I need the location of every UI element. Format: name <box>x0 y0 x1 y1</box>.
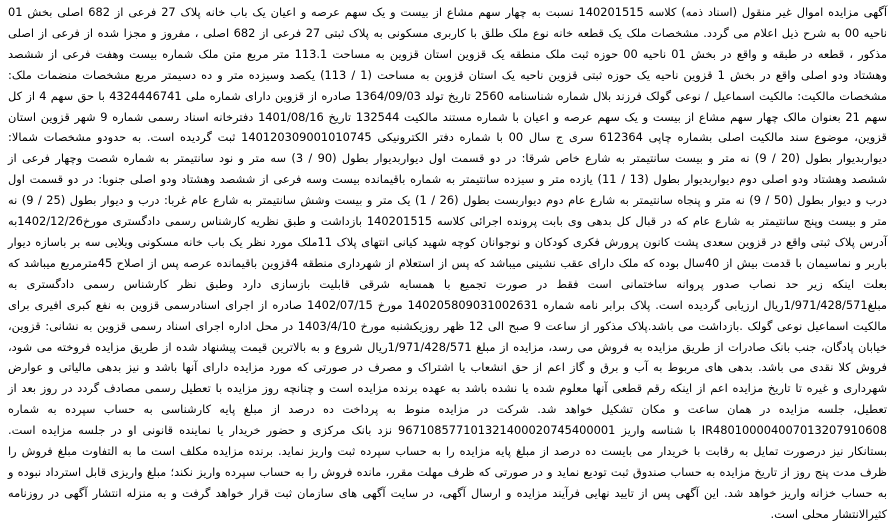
auction-notice-text: آگهی مزایده اموال غیر منقول (اسناد ذمه) کلاسه 140201515 نسبت به چهار سهم مشاع از بیست و یک سهم عرصه و اعیان یک باب خانه پلاک 27 فرعی از 682 اصلی بخش 01 ناحیه 00 به شرح ذیل اعلام می گردد. مشخصات ملک یک قطعه خانه نوع ملک طلق با کاربری مسکونی به پلاک ثبتی 27 فرعی از 682 اصلی ، مفروز و مجزا شده از فرعی از اصلی مذکور ، قطعه در طبقه و واقع در بخش 01 ناحیه 00 حوزه ثبت ملک منطقه یک قزوین استان قزوین به مساحت 113.1 متر مربع متن ملک شماره بیست وهفت فرعی از ششصد وهشتاد ودو اصلی واقع در بخش 1 قزوین ناحیه یک حوزه ثبتی قزوین ناحیه یک استان قزوین به مساحت (1 / 113) یکصد وسیزده متر و ده دسیمتر مربع مشخصات منضمات ملک: مشخصات مالکیت: مالکیت اسماعیل / نوعی گولک فرزند بلال شماره شناسنامه 2560 تاریخ تولد 1364/09/03 صادره از قزوین دارای شماره ملی 4324446741 با حق سهم 4 از کل سهم 21 بعنوان مالک چهار سهم مشاع از بیست و یک سهم عرصه و اعیان با شماره مستند مالکیت 132544 تاریخ 1401/08/16 دفترخانه اسناد رسمی شماره 9 شهر قزوین استان قزوین، موضوع سند مالکیت اصلی بشماره چاپی 612364 سری ج سال 00 با شماره دفتر الکترونیکی 140120309001010745 ثبت گردیده است. به حدودو مشخصات شمالا: دیواربدیوار بطول (20 / 9) نه متر و بیست سانتیمتر به شارع خاص شرقا: در دو قسمت اول دیواربدیوار بطول (90 / 3) سه متر و نود سانتیمتر به شماره شصت وچهار فرعی از ششصد وهشتاد ودو اصلی دوم دیواربدیوار بطول (13 / 11) یازده متر و سیزده سانتیمتر به شماره باقیمانده بیست وسه فرعی از ششصد وهشتاد ودو اصلی جنوبا: در دو قسمت اول درب و دیوار بطول (50 / 9) نه متر و پنجاه سانتیمتر به شارع عام دوم دیواربست بطول (26 / 1) یک متر و بیست وشش سانتیمتر به شارع عام غربا: درب و دیوار بطول (25 / 9) نه متر و بیست وپنج سانتیمتر به شارع عام که در قبال کل بدهی وی بابت پرونده اجرائی کلاسه 140201515 بازداشت و طبق نظریه کارشناس رسمی دادگستری مورخ1402/12/26به آدرس پلاک ثبتی واقع در قزوین سعدی پشت کانون پرورش فکری کودکان و نوجوانان کوچه شهید کیانی انتهای پلاک 11ملک مورد نظر یک باب خانه مسکونی ویلایی سه بر باسازه دیوار باربر و نماسیمان با قدمت بیش از 40سال بوده که ملک دارای عقب نشینی میباشد که پس از استعلام از شهرداری منطقه 4قزوین باقیمانده عرصه پس از اصلاح 45مترمربع میباشد که بعلت اینکه زیر حد نصاب صدور پروانه ساختمانی است فقط در صورت تجمیع با همسایه شرقی قابلیت بازسازی دارد وطبق نظر کارشناس رسمی دادگستری به مبلغ1/971/428/571ریال ارزیابی گردیده است. پلاک برابر نامه شماره 140205809031002631 مورخ 1402/07/15 صادره از اجرای اسنادرسمی قزوین به نفع کبری افیری برای مالکیت اسماعیل نوعی گولک .بازداشت می باشد.پلاک مذکور از ساعت 9 صبح الی 12 ظهر روزیکشنبه مورخ 1403/4/10 در محل اداره اجرای اسناد رسمی قزوین به نشانی: قزوین، خیابان پادگان، جنب بانک صادرات از طریق مزایده به فروش می رسد، مزایده از مبلغ 1/971/428/571ریال شروع و به بالاترین قیمت پیشنهاد شده از طریق مزایده فروخته می شود، فروش کلا نقدی می باشد. بدهی های مربوط به آب و برق و گاز اعم از حق انشعاب یا اشتراک و مصرف در صورتی که مورد مزایده دارای آنها باشد و نیز بدهی مالیاتی و عوارض شهرداری و غیره تا تاریخ مزایده اعم از اینکه رقم قطعی آنها معلوم شده یا نشده باشد به عهده برنده مزایده است و چنانچه روز مزایده با تعطیل رسمی مصادف گردد در روز بعد از تعطیل، جلسه مزایده در همان ساعت و مکان تشکیل خواهد شد. شرکت در مزایده منوط به پرداخت ده درصد از مبلغ پایه کارشناسی به حساب سپرده به شماره IR480100004007013207910608 با شناسه واریز 967108577101321400020745400001 نزد بانک مرکزی و حضور خریدار یا نماینده قانونی او در جلسه مزایده است. بستانکار نیز درصورت تمایل به رقابت با خریدار می بایست ده درصد از مبلغ پایه مزایده را به حساب سپرده ثبت واریز نماید. برنده مزایده مکلف است ما به التفاوت مبلغ فروش را ظرف مدت پنج روز از تاریخ مزایده به حساب صندوق ثبت تودیع نماید و در صورتی که ظرف مهلت مقرر، مانده فروش را به حساب سپرده واریز نکند؛ مبلغ واریزی قابل استرداد نبوده و به حساب خزانه واریز خواهد شد. این آگهی پس از تایید نهایی فرآیند مزایده و ارسال آگهی، در سایت آگهی های سازمان ثبت قرار خواهد گرفت و به منزله انتشار آگهی در روزنامه کثیرالانتشار محلی است. <box>8 5 888 521</box>
